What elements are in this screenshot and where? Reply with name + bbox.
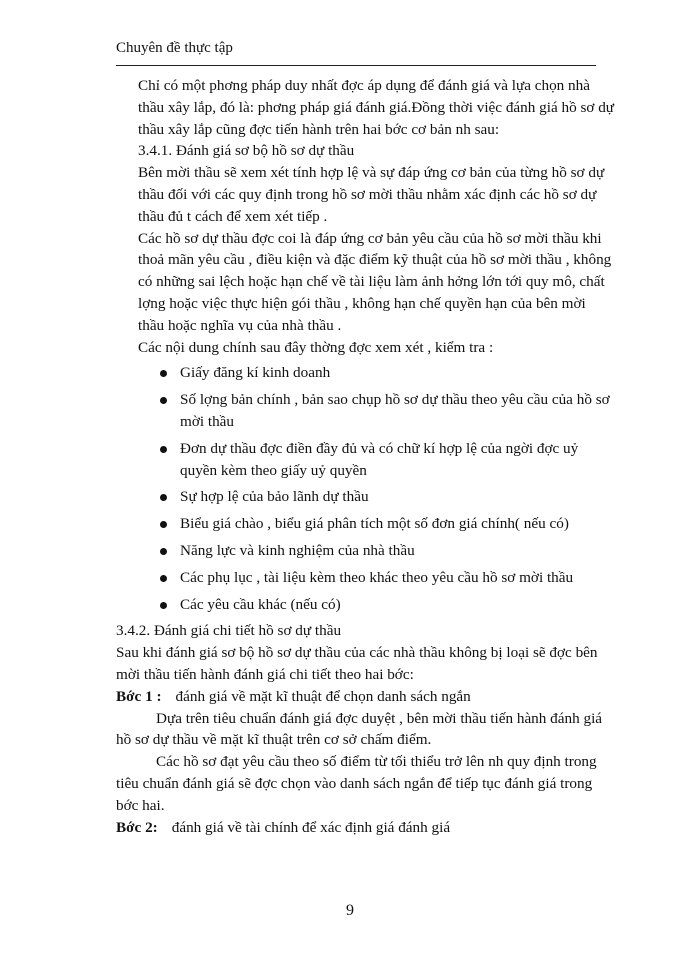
step-2-text: đánh giá về tài chính để xác định giá đánh giá: [171, 818, 451, 836]
step-1: [0, 686, 700, 708]
list-item: Số lợng bản chính , bản sao chụp hồ sơ dự thầu theo yêu cầu của hồ sơ mời thầu: [0, 389, 700, 433]
bullet-icon: [160, 370, 167, 377]
section-342-paragraph-3: Các hồ sơ đạt yêu cầu theo số điểm từ tối thiểu trở lên nh quy định trong tiêu chuẩn đánh giá sẽ đợc chọn vào danh sách ngắn để tiếp tục đánh giá trong bớc hai.: [116, 753, 597, 814]
bullet-icon: [160, 521, 167, 528]
bullet-icon: [160, 548, 167, 555]
checklist: [0, 362, 700, 615]
list-item: Các yêu cầu khác (nếu có): [0, 594, 700, 616]
bullet-icon: [160, 575, 167, 582]
document-body: [0, 75, 700, 838]
list-item: Các phụ lục , tài liệu kèm theo khác theo yêu cầu hồ sơ mời thầu: [0, 567, 700, 589]
page-header: Chuyên đề thực tập: [116, 40, 233, 56]
section-342-paragraph-1: Sau khi đánh giá sơ bộ hồ sơ dự thầu của các nhà thầu không bị loại sẽ đợc bên mời thầu tiến hành đánh giá chi tiết theo hai bớc:: [116, 644, 598, 683]
intro-paragraph: Chỉ có một phơng pháp duy nhất đợc áp dụng để đánh giá và lựa chọn nhà thầu xây lắp, đó là: phơng pháp giá đánh giá.Đồng thời việc đánh giá hồ sơ dự thầu xây lắp cũng đợc tiến hành trên hai bớc cơ bản nh sau:: [138, 77, 615, 138]
list-item: Năng lực và kinh nghiệm của nhà thầu: [0, 540, 700, 562]
bullet-icon: [160, 397, 167, 404]
step-1-text: đánh giá về mặt kĩ thuật để chọn danh sách ngắn: [175, 687, 471, 705]
section-heading-341: 3.4.1. Đánh giá sơ bộ hồ sơ dự thầu: [138, 142, 355, 160]
list-item: Đơn dự thầu đợc điền đầy đủ và có chữ kí hợp lệ của ngời đợc uỷ quyền kèm theo giấy uỷ quyền: [0, 438, 700, 482]
section-341-paragraph-3: Các nội dung chính sau đây thờng đợc xem xét , kiểm tra :: [138, 338, 494, 356]
section-341-paragraph-2: Các hồ sơ dự thầu đợc coi là đáp ứng cơ bản yêu cầu của hồ sơ mời thầu khi thoả mãn yêu cầu , điều kiện và đặc điểm kỹ thuật của hồ sơ mời thầu , không có những sai lệch hoặc hạn chế về tài liệu làm ảnh hởng lớn tới quy mô, chất lợng hoặc việc thực hiện gói thầu , không hạn chế quyền hạn của bên mời thầu hoặc nghĩa vụ của nhà thầu .: [138, 229, 612, 334]
section-341-paragraph-1: Bên mời thầu sẽ xem xét tính hợp lệ và sự đáp ứng cơ bản của từng hồ sơ dự thầu đối với các quy định trong hồ sơ mời thầu nhằm xác định các hồ sơ dự thầu đủ t cách để xem xét tiếp .: [138, 164, 605, 225]
step-2: [0, 817, 700, 839]
section-heading-342: 3.4.2. Đánh giá chi tiết hồ sơ dự thầu: [116, 622, 342, 640]
bullet-icon: [160, 446, 167, 453]
bullet-icon: [160, 494, 167, 501]
section-342-paragraph-2: Dựa trên tiêu chuẩn đánh giá đợc duyệt , bên mời thầu tiến hành đánh giá hồ sơ dự thầu về mặt kĩ thuật trên cơ sở chấm điểm.: [116, 709, 603, 749]
page-number: 9: [346, 902, 354, 919]
header-divider: [116, 65, 596, 66]
step-1-label: Bớc 1 :: [116, 687, 162, 705]
bullet-icon: [160, 602, 167, 609]
list-item: Sự hợp lệ của bảo lãnh dự thầu: [0, 486, 700, 508]
step-2-label: Bớc 2:: [116, 818, 158, 836]
list-item: Giấy đăng kí kinh doanh: [0, 362, 700, 384]
list-item: Biểu giá chào , biểu giá phân tích một số đơn giá chính( nếu có): [0, 513, 700, 535]
